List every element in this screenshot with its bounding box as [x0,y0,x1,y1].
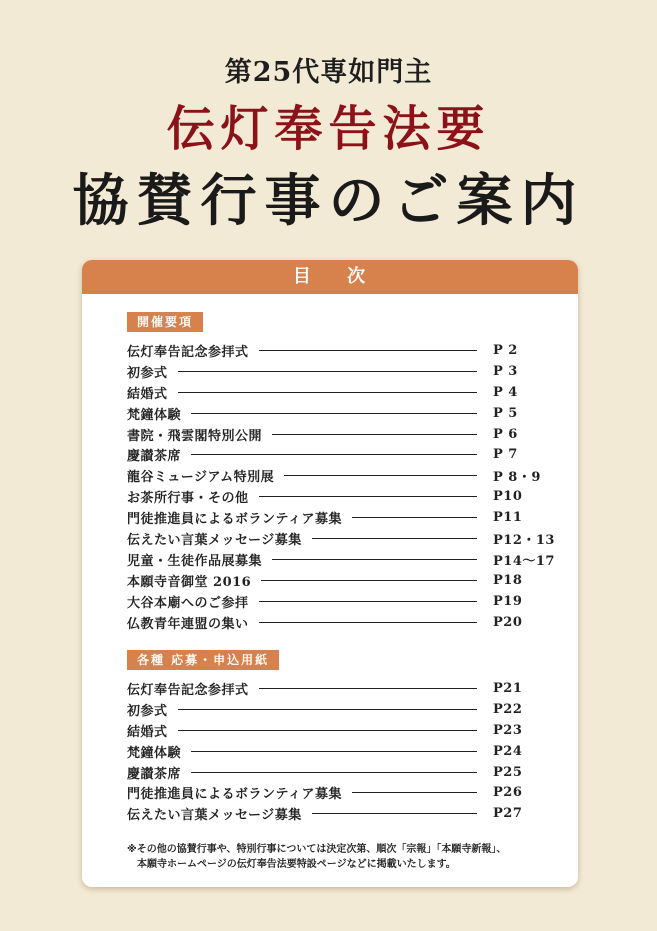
toc-item-page: P27 [493,806,523,822]
header-subtitle: 第25代専如門主 [224,57,433,88]
toc-row[interactable] [127,528,557,549]
toc-item-page: P19 [493,593,523,609]
toc-item-label: 龍谷ミュージアム特別展 [127,470,275,486]
toc-row[interactable] [127,803,557,824]
toc-item-page: P10 [493,489,523,505]
toc-list-forms [127,678,557,824]
toc-item-page: P24 [493,743,523,759]
leader-line [178,371,477,372]
leader-line [272,559,477,560]
toc-item-page: P 8・9 [493,470,541,486]
toc-item-page: P 7 [493,447,518,463]
toc-item-page: P25 [493,764,523,780]
toc-item-page: P18 [493,572,523,588]
toc-item-page: P 4 [493,384,518,400]
leader-line [259,496,477,497]
toc-row[interactable] [127,678,557,699]
toc-item-page: P 3 [493,363,518,379]
toc-item-label: 伝えたい言葉メッセージ募集 [127,808,302,824]
leader-line [272,434,477,435]
toc-row[interactable] [127,762,557,783]
toc-item-label: 門徒推進員によるボランティア募集 [127,787,342,803]
toc-item-page: P22 [493,701,523,717]
toc-item-label: 慶讃茶席 [127,766,182,782]
toc-row[interactable] [127,570,557,591]
toc-row[interactable] [127,507,557,528]
footnote-line2: 本願寺ホームページの伝灯奉告法要特設ページなどに掲載いたします。 [137,859,456,870]
toc-list-schedule [127,340,557,632]
footnote [127,842,547,872]
header-title-black: 協賛行事のご案内 [72,168,585,234]
toc-item-page: P 6 [493,426,518,442]
leader-line [259,350,477,351]
toc-item-page: P23 [493,722,523,738]
leader-line [178,709,477,710]
toc-row[interactable] [127,782,557,803]
toc-item-label: 本願寺音御堂 2016 [127,574,252,590]
leader-line [352,517,477,518]
toc-row[interactable] [127,720,557,741]
leader-line [191,751,477,752]
leader-line [352,792,477,793]
toc-row[interactable] [127,424,557,445]
toc-heading: 目 次 [82,260,578,294]
toc-row[interactable] [127,741,557,762]
toc-item-label: 伝えたい言葉メッセージ募集 [127,532,302,548]
toc-item-label: 初参式 [127,703,168,719]
toc-item-page: P14〜17 [493,553,555,569]
leader-line [312,538,477,539]
toc-item-label: 結婚式 [127,386,168,402]
leader-line [284,475,477,476]
leader-line [259,601,477,602]
toc-item-label: 大谷本廟へのご参拝 [127,595,249,611]
section-label-forms: 各種 応募・申込用紙 [127,650,279,670]
toc-item-label: 結婚式 [127,724,168,740]
toc-row[interactable] [127,403,557,424]
toc-item-page: P20 [493,614,523,630]
toc-item-label: 梵鐘体験 [127,407,182,423]
toc-row[interactable] [127,465,557,486]
leader-line [191,413,477,414]
toc-item-page: P12・13 [493,532,555,548]
leader-line [178,392,477,393]
leader-line [191,772,477,773]
toc-row[interactable] [127,699,557,720]
toc-item-label: 伝灯奉告記念参拝式 [127,682,249,698]
section-label-schedule: 開催要項 [127,312,203,332]
toc-row[interactable] [127,612,557,633]
toc-card [82,260,578,887]
toc-item-page: P 5 [493,405,518,421]
toc-row[interactable] [127,361,557,382]
toc-row[interactable] [127,486,557,507]
leader-line [259,622,477,623]
leader-line [312,813,477,814]
toc-item-page: P26 [493,785,523,801]
toc-item-page: P 2 [493,342,518,358]
toc-row[interactable] [127,340,557,361]
leader-line [178,730,477,731]
toc-item-label: お茶所行事・その他 [127,491,249,507]
toc-item-label: 児童・生徒作品展募集 [127,553,263,569]
header-title-red: 伝灯奉告法要 [166,101,491,157]
toc-row[interactable] [127,382,557,403]
toc-item-page: P21 [493,680,523,696]
toc-item-label: 書院・飛雲閣特別公開 [127,428,263,444]
toc-item-label: 慶讃茶席 [127,449,182,465]
toc-item-label: 初参式 [127,365,168,381]
toc-item-label: 梵鐘体験 [127,745,182,761]
leader-line [259,688,477,689]
toc-item-label: 門徒推進員によるボランティア募集 [127,512,342,528]
toc-row[interactable] [127,591,557,612]
leader-line [191,454,477,455]
toc-item-page: P11 [493,510,523,526]
leader-line [261,580,477,581]
toc-row[interactable] [127,549,557,570]
toc-item-label: 伝灯奉告記念参拝式 [127,344,249,360]
footnote-line1: ※その他の協賛行事や、特別行事については決定次第、順次「宗報」「本願寺新報」、 [127,844,507,855]
toc-item-label: 仏教青年連盟の集い [127,616,249,632]
toc-row[interactable] [127,444,557,465]
